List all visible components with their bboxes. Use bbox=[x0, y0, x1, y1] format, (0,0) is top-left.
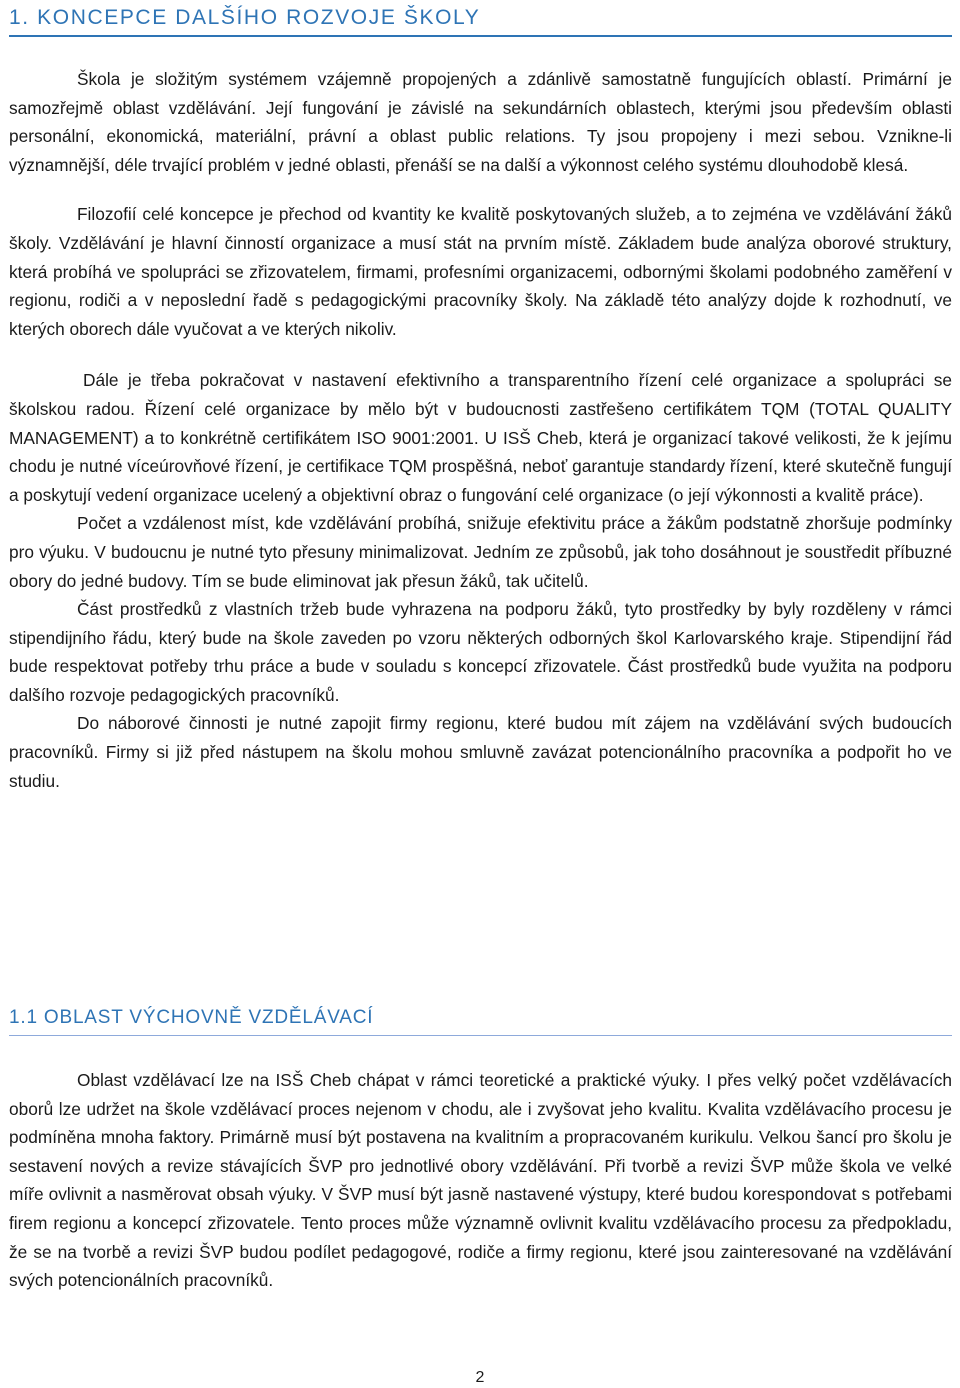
paragraph: Dále je třeba pokračovat v nastavení efektivního a transparentního řízení celé organizace a spolupráci se školskou radou. Řízení celé organizace by mělo být v budoucnosti zastřešeno certifikátem TQM (TOTAL QUALITY MANAGEMENT) a to konkrétně certifikátem ISO 9001:2001. U ISŠ Cheb, která je organizací takové velikosti, že k jejímu chodu je nutné víceúrovňové řízení, je certifikace TQM prospěšná, neboť garantuje standardy řízení, které skutečně fungují a poskytují vedení organizace ucelený a objektivní obraz o fungování celé organizace (o její výkonnosti a kvalitě práce). bbox=[9, 370, 952, 505]
section-oblast-vychovne-vzdelavaci bbox=[9, 1006, 952, 1295]
paragraph: Škola je složitým systémem vzájemně propojených a zdánlivě samostatně fungujících oblastí. Primární je samozřejmě oblast vzdělávání. Její fungování je závislé na sekundárních oblastech, kterými jsou především oblasti personální, ekonomická, materiální, právní a oblast public relations. Ty jsou propojeny i mezi sebou. Vznikne-li významnější, déle trvající problém v jedné oblasti, přenáší se na další a výkonnost celého systému dlouhodobě klesá. bbox=[9, 69, 952, 175]
section-koncepce bbox=[9, 0, 952, 795]
paragraph: Do náborové činnosti je nutné zapojit firmy regionu, které budou mít zájem na vzdělávání svých budoucích pracovníků. Firmy si již před nástupem na školu mohou smluvně zavázat potencionálního pracovníka a podpořit ho ve studiu. bbox=[9, 713, 952, 791]
paragraph: Část prostředků z vlastních tržeb bude vyhrazena na podporu žáků, tyto prostředky by byly rozděleny v rámci stipendijního řádu, který bude na škole zaveden po vzoru některých odborných škol Karlovarského kraje. Stipendijní řád bude respektovat potřeby trhu práce a bude v souladu s koncepcí zřizovatele. Část prostředků bude využita na podporu dalšího rozvoje pedagogických pracovníků. bbox=[9, 599, 952, 705]
heading-1: 1. KONCEPCE DALŠÍHO ROZVOJE ŠKOLY bbox=[9, 5, 952, 37]
paragraph: Filozofií celé koncepce je přechod od kvantity ke kvalitě poskytovaných služeb, a to zejména ve vzdělávání žáků školy. Vzdělávání je hlavní činností organizace a musí stát na prvním místě. Základem bude analýza oborové struktury, která probíhá ve spolupráci se zřizovatelem, firmami, profesními organizacemi, odbornými školami podobného zaměření v regionu, rodiči a v neposlední řadě s pedagogickými pracovníky školy. Na základě této analýzy dojde k rozhodnutí, ve kterých oborech dále vyučovat a ve kterých nikoliv. bbox=[9, 204, 952, 339]
heading-2: 1.1 OBLAST VÝCHOVNĚ VZDĚLÁVACÍ bbox=[9, 1006, 952, 1036]
paragraph: Počet a vzdálenost míst, kde vzdělávání probíhá, snižuje efektivitu práce a žákům podstatně zhoršuje podmínky pro výuku. V budoucnu je nutné tyto přesuny minimalizovat. Jedním ze způsobů, jak toho dosáhnout je soustředit příbuzné obory do jedné budovy. Tím se bude eliminovat jak přesun žáků, tak učitelů. bbox=[9, 513, 952, 591]
page-number: 2 bbox=[475, 1369, 485, 1386]
paragraph: Oblast vzdělávací lze na ISŠ Cheb chápat v rámci teoretické a praktické výuky. I přes velký počet vzdělávacích oborů lze udržet na škole vzdělávací proces nejenom v chodu, ale i zvyšovat jeho kvalitu. Kvalita vzdělávacího procesu je podmíněna mnoha faktory. Primárně musí být postavena na kvalitním a propracovaném kurikulu. Velkou šancí pro školu je sestavení nových a revize stávajících ŠVP pro jednotlivé obory vzdělávání. Při tvorbě a revizi ŠVP může škola ve velké míře ovlivnit a nasměrovat obsah výuky. V ŠVP musí být jasně nastavené výstupy, které budou korespondovat s potřebami firem regionu a koncepcí zřizovatele. Tento proces může významně ovlivnit kvalitu vzdělávacího procesu za předpokladu, že se na tvorbě a revizi ŠVP budou podílet pedagogové, rodiče a firmy regionu, které jsou zainteresované na vzdělávání svých potencionálních pracovníků. bbox=[9, 1070, 952, 1291]
